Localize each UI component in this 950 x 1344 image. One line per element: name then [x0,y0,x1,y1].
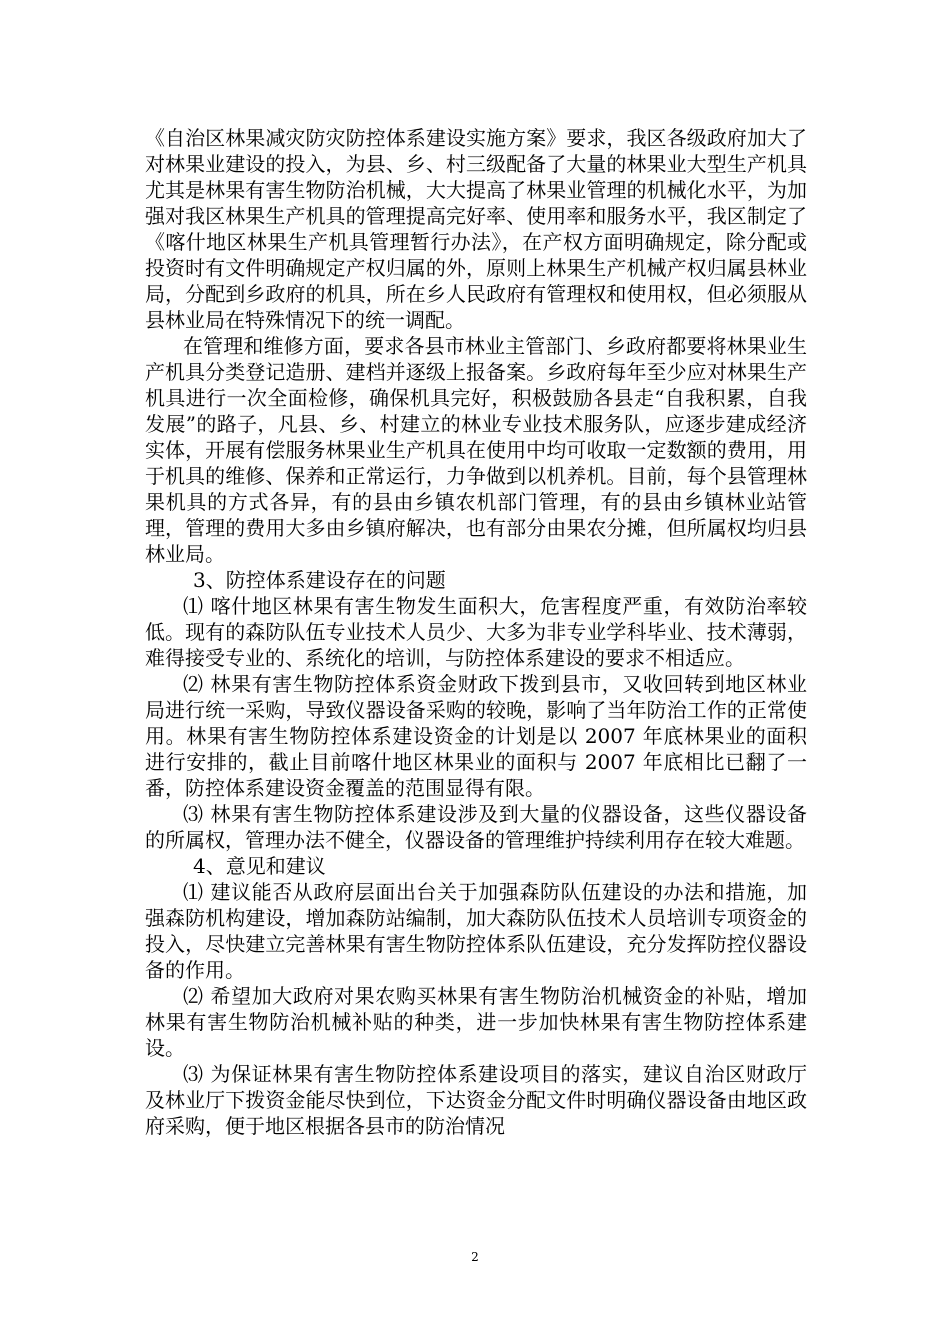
section-heading-suggestions: 4、意见和建议 [193,854,326,878]
paragraph-suggestion-3: ⑶ 为保证林果有害生物防控体系建设项目的落实，建议自治区财政厅及林业厅下拨资金能尽快到位，下达资金分配文件时明确仪器设备由地区政府采购，便于地区根据各县市的防治情况 [145,1062,807,1138]
paragraph-problem-3: ⑶ 林果有害生物防控体系建设涉及到大量的仪器设备，这些仪器设备的所属权，管理办法不健全，仪器设备的管理维护持续利用存在较大难题。 [145,802,807,852]
section-heading-problems: 3、防控体系建设存在的问题 [193,568,446,592]
paragraph-suggestion-1: ⑴ 建议能否从政府层面出台关于加强森防队伍建设的办法和措施，加强森防机构建设，增加森防站编制，加大森防队伍技术人员培训专项资金的投入，尽快建立完善林果有害生物防控体系队伍建设，充分发挥防控仪器设备的作用。 [145,880,807,982]
paragraph-management-maintenance: 在管理和维修方面，要求各县市林业主管部门、乡政府都要将林果业生产机具分类登记造册、建档并逐级上报备案。乡政府每年至少应对林果生产机具进行一次全面检修，确保机具完好，积极鼓励各县走“自我积累，自我发展”的路子，凡县、乡、村建立的林业专业技术服务队，应逐步建成经济实体，开展有偿服务林果业生产机具在使用中均可收取一定数额的费用，用于机具的维修、保养和正常运行，力争做到以机养机。目前，每个县管理林果机具的方式各异，有的县由乡镇农机部门管理，有的县由乡镇林业站管理，管理的费用大多由乡镇府解决，也有部分由果农分摊，但所属权均归县林业局。 [145,334,807,566]
paragraph-suggestion-2: ⑵ 希望加大政府对果农购买林果有害生物防治机械资金的补贴，增加林果有害生物防治机械补贴的种类，进一步加快林果有害生物防控体系建设。 [145,984,807,1060]
paragraph-property-rights: 《自治区林果减灾防灾防控体系建设实施方案》要求，我区各级政府加大了对林果业建设的投入，为县、乡、村三级配备了大量的林果业大型生产机具尤其是林果有害生物防治机械，大大提高了林果业管理的机械化水平，为加强对我区林果生产机具的管理提高完好率、使用率和服务水平，我区制定了《喀什地区林果生产机具管理暂行办法》，在产权方面明确规定，除分配或投资时有文件明确规定产权归属的外，原则上林果生产机械产权归属县林业局，分配到乡政府的机具，所在乡人民政府有管理权和使用权，但必须服从县林业局在特殊情况下的统一调配。 [145,126,807,332]
document-body [145,125,807,1139]
paragraph-problem-1: ⑴ 喀什地区林果有害生物发生面积大，危害程度严重，有效防治率较低。现有的森防队伍专业技术人员少、大多为非专业学科毕业、技术薄弱，难得接受专业的、系统化的培训，与防控体系建设的要求不相适应。 [145,594,807,670]
paragraph-problem-2: ⑵ 林果有害生物防控体系资金财政下拨到县市，又收回转到地区林业局进行统一采购，导致仪器设备采购的较晚，影响了当年防治工作的正常使用。林果有害生物防控体系建设资金的计划是以 2007 年底林果业的面积进行安排的，截止目前喀什地区林果业的面积与 2007 年底相比已翻了一番，防控体系建设资金覆盖的范围显得有限。 [145,672,807,800]
page-number: 2 [471,1250,479,1264]
